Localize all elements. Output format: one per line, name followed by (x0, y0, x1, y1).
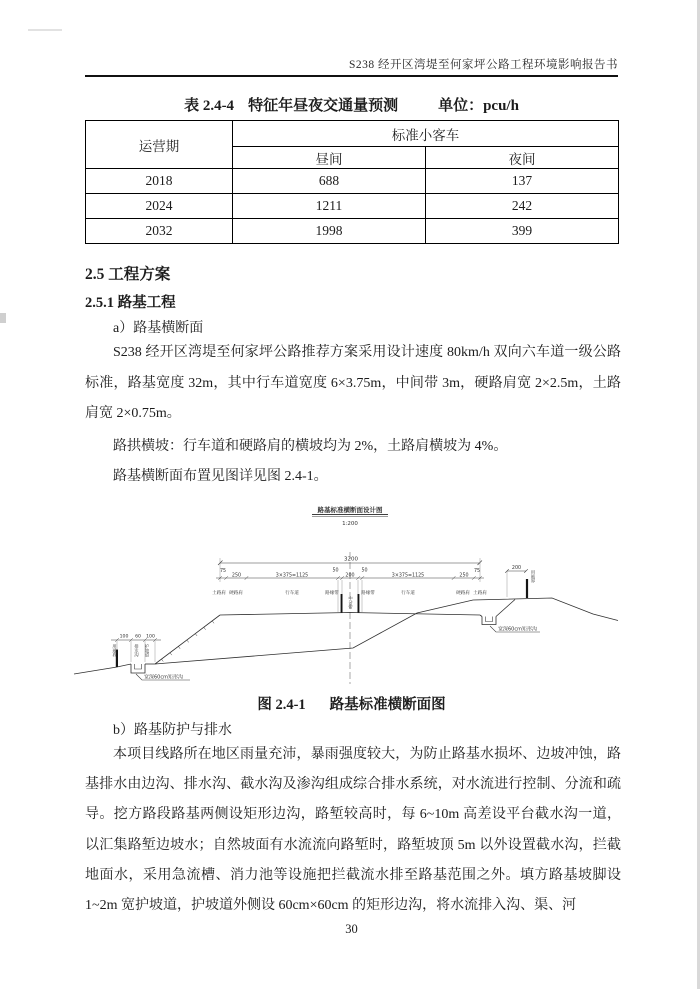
scan-artifact (28, 29, 62, 31)
cell-year: 2018 (86, 169, 233, 194)
cell-day-value: 1998 (233, 219, 426, 244)
section-heading-2-5-1: 2.5.1 路基工程 (85, 295, 176, 311)
dim-total: 3200 (344, 556, 358, 563)
traffic-forecast-table (85, 120, 619, 244)
slope-hatch-ticks (162, 621, 215, 662)
label-berm: 护坡道 (144, 644, 149, 658)
left-rect-ditch (131, 664, 145, 673)
label-drain-ditch: 排水沟 (133, 644, 139, 658)
figure-caption-title: 路基标准横断面图 (329, 697, 446, 713)
boundary-marker-post-right (526, 579, 528, 598)
table-header-period: 运营期 (86, 121, 233, 169)
dim-median: 200 (345, 573, 355, 579)
label-curb-left: 路缘带 (325, 591, 339, 596)
table-header-night: 夜间 (426, 147, 619, 169)
cell-day-value: 688 (233, 169, 426, 194)
median-barrier-post (341, 594, 343, 613)
dim-berm-100: 100 (119, 634, 129, 640)
ground-line-left (74, 664, 131, 674)
table-row (86, 219, 619, 244)
dim-curb-right: 50 (361, 568, 368, 574)
note-left-ditch: 宽深60cm矩形沟 (144, 674, 183, 681)
label-curb-right: 路缘带 (361, 591, 375, 596)
label-lane-left: 行车道 (285, 591, 299, 596)
table-row (86, 169, 619, 194)
paragraph-drainage: 本项目线路所在地区雨量充沛，暴雨强度较大，为防止路基水损坏、边坡冲蚀，路基排水由边沟、排水沟、截水沟及渗沟组成综合排水系统，对水流进行控制、分流和疏导。挖方路段路基两侧设矩形边沟，路堑较高时，每 6~10m 高差设平台截水沟一道，以汇集路堑边坡水；自然坡面有水流流向路堑时，路堑坡顶 5m 以外设置截水沟，拦截地面水，采用急流槽、消力池等设施把拦截流水排至路基范围之外。填方路基坡脚设 1~2m 宽护坡道，护坡道外侧设 60cm×60cm 的矩形边沟，将水流排入沟、渠、河 (85, 747, 621, 914)
dim-lanes-left: 3×375=1125 (275, 573, 309, 579)
dim-soil-shoulder-right: 75 (473, 569, 481, 574)
table-caption-title: 特征年昼夜交通量预测 (248, 98, 399, 114)
label-boundary-right: 用地界 (530, 570, 535, 584)
dim-soil-shoulder: 75 (219, 569, 227, 574)
table-caption (85, 94, 618, 115)
label-boundary-left: 用地界 (111, 644, 117, 658)
paragraph-cross-slope: 路拱横坡：行车道和硬路肩的横坡均为 2%，土路肩横坡为 4%。 (113, 439, 508, 454)
label-lane-right: 行车道 (401, 591, 415, 596)
paragraph-roadbed-standard: S238 经开区湾堤至何家坪公路推荐方案采用设计速度 80km/h 双向六车道一级公路标准，路基宽度 32m，其中行车道宽度 6×3.75m，中间带 3m，硬路肩宽 2×2.5m，土路肩宽 2×0.75m。 (85, 345, 621, 421)
page-header-title: S238 经开区湾堤至何家坪公路工程环境影响报告书 (348, 59, 618, 71)
roadbed-cross-section-drawing (70, 486, 630, 698)
label-median: 中分带 (347, 596, 353, 609)
cross-section-figure (70, 486, 630, 698)
median-barrier-post (358, 594, 360, 613)
drawing-title: 路基标准横断面设计图 (317, 506, 383, 514)
note-right-ditch: 宽深60cm矩形沟 (498, 626, 537, 633)
item-a-heading: a）路基横断面 (113, 321, 204, 336)
label-soil-shoulder-right: 土路肩 (473, 591, 487, 596)
table-caption-unit: 单位：pcu/h (438, 98, 519, 114)
dim-curb-left: 50 (332, 568, 339, 574)
cell-day-value: 1211 (233, 194, 426, 219)
cell-night-value: 242 (426, 194, 619, 219)
cell-year: 2032 (86, 219, 233, 244)
dim-berm-100: 100 (146, 634, 155, 640)
item-b-heading: b）路基防护与排水 (113, 723, 232, 738)
dim-lanes-right: 3×375=1125 (391, 573, 425, 579)
dim-hard-shoulder-right: 250 (459, 573, 469, 579)
cell-night-value: 137 (426, 169, 619, 194)
page-number: 30 (345, 922, 358, 936)
paragraph-figure-reference: 路基横断面布置见图详见图 2.4-1。 (113, 469, 328, 484)
fill-slope-line (155, 615, 220, 664)
table-header-day: 昼间 (233, 147, 426, 169)
table-row (86, 194, 619, 219)
table-caption-label: 表 2.4-4 (184, 98, 235, 114)
scan-artifact (0, 313, 6, 323)
table-header-group: 标准小客车 (233, 121, 619, 147)
drawing-scale: 1:200 (342, 521, 358, 527)
dim-right-200: 200 (511, 566, 522, 571)
natural-ground-line (155, 598, 618, 664)
header-rule (85, 75, 618, 77)
table-header-row-1 (86, 121, 619, 147)
dim-hard-shoulder: 250 (231, 573, 242, 579)
label-soil-shoulder-left: 土路肩 (212, 591, 226, 596)
dim-ditch-60: 60 (135, 634, 141, 640)
cell-night-value: 399 (426, 219, 619, 244)
label-hard-shoulder-left: 硬路肩 (229, 591, 243, 596)
label-hard-shoulder-right: 硬路肩 (456, 591, 470, 596)
section-heading-2-5: 2.5 工程方案 (85, 266, 171, 283)
right-rect-ditch (482, 617, 496, 625)
figure-caption (85, 693, 618, 714)
figure-caption-label: 图 2.4-1 (257, 697, 306, 713)
cell-year: 2024 (86, 194, 233, 219)
